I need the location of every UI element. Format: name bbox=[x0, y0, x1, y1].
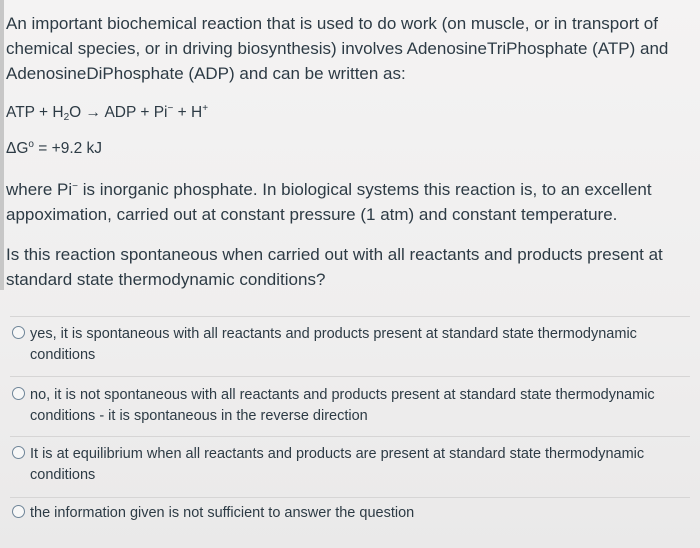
answer-option-line: conditions - it is spontaneous in the reverse direction bbox=[30, 408, 368, 424]
answer-option-label bbox=[30, 444, 644, 486]
answer-option-no[interactable] bbox=[10, 385, 690, 425]
intro-line: An important biochemical reaction that is used to do work (on muscle, or in transport of bbox=[6, 14, 658, 33]
explanation-rest: is inorganic phosphate. In biological systems this reaction is, to an excellent bbox=[77, 180, 652, 199]
equation-h2o-subscript: 2 bbox=[63, 112, 70, 123]
equation-pi-superscript: − bbox=[167, 103, 174, 114]
explanation-line bbox=[6, 177, 652, 202]
delta-g-value: = +9.2 kJ bbox=[33, 140, 103, 157]
explanation-paragraph bbox=[6, 177, 652, 227]
reaction-equation bbox=[6, 102, 208, 124]
answer-option-line: yes, it is spontaneous with all reactants and products present at standard state thermodynamic bbox=[30, 326, 637, 342]
answer-divider bbox=[10, 497, 690, 498]
equation-plus-h: + H bbox=[173, 104, 203, 121]
question-line: standard state thermodynamic conditions? bbox=[6, 270, 326, 289]
question-prompt bbox=[6, 242, 663, 292]
answer-option-label bbox=[30, 324, 637, 366]
answer-option-label bbox=[30, 385, 655, 427]
radio-button[interactable] bbox=[12, 387, 25, 400]
answer-divider bbox=[10, 316, 690, 317]
delta-g-symbol: ΔG bbox=[6, 140, 29, 157]
answer-divider bbox=[10, 436, 690, 437]
equation-atp: ATP + H bbox=[6, 104, 64, 121]
answer-option-insufficient[interactable] bbox=[10, 503, 690, 525]
question-line: Is this reaction spontaneous when carried out with all reactants and products present at bbox=[6, 245, 663, 264]
answer-option-label bbox=[30, 503, 414, 524]
intro-line: chemical species, or in driving biosynthesis) involves AdenosineTriPhosphate (ATP) and bbox=[6, 39, 669, 58]
answer-option-yes[interactable] bbox=[10, 324, 690, 364]
equation-h-superscript: + bbox=[202, 103, 209, 114]
answer-option-line: no, it is not spontaneous with all reactants and products present at standard state thermodynamic bbox=[30, 387, 655, 403]
radio-button[interactable] bbox=[12, 505, 25, 518]
question-left-rule bbox=[0, 0, 4, 290]
answer-option-equilibrium[interactable] bbox=[10, 444, 690, 484]
answer-divider bbox=[10, 376, 690, 377]
intro-paragraph bbox=[6, 11, 668, 86]
answer-option-line: the information given is not sufficient to answer the question bbox=[30, 505, 415, 521]
answer-option-line: conditions bbox=[30, 467, 96, 483]
explanation-pi-superscript: − bbox=[72, 181, 78, 192]
explanation-line: appoximation, carried out at constant pressure (1 atm) and constant temperature. bbox=[6, 205, 618, 224]
answer-option-line: conditions bbox=[30, 347, 96, 363]
radio-button[interactable] bbox=[12, 326, 25, 339]
intro-line: AdenosineDiPhosphate (ADP) and can be written as: bbox=[6, 64, 406, 83]
delta-g-line bbox=[6, 138, 102, 160]
equation-products: O → ADP + Pi bbox=[69, 104, 168, 121]
answer-option-line: It is at equilibrium when all reactants and products are present at standard state thermodynamic bbox=[30, 446, 645, 462]
delta-g-degree: o bbox=[28, 139, 34, 150]
radio-button[interactable] bbox=[12, 446, 25, 459]
explanation-pi: where Pi bbox=[6, 180, 73, 199]
